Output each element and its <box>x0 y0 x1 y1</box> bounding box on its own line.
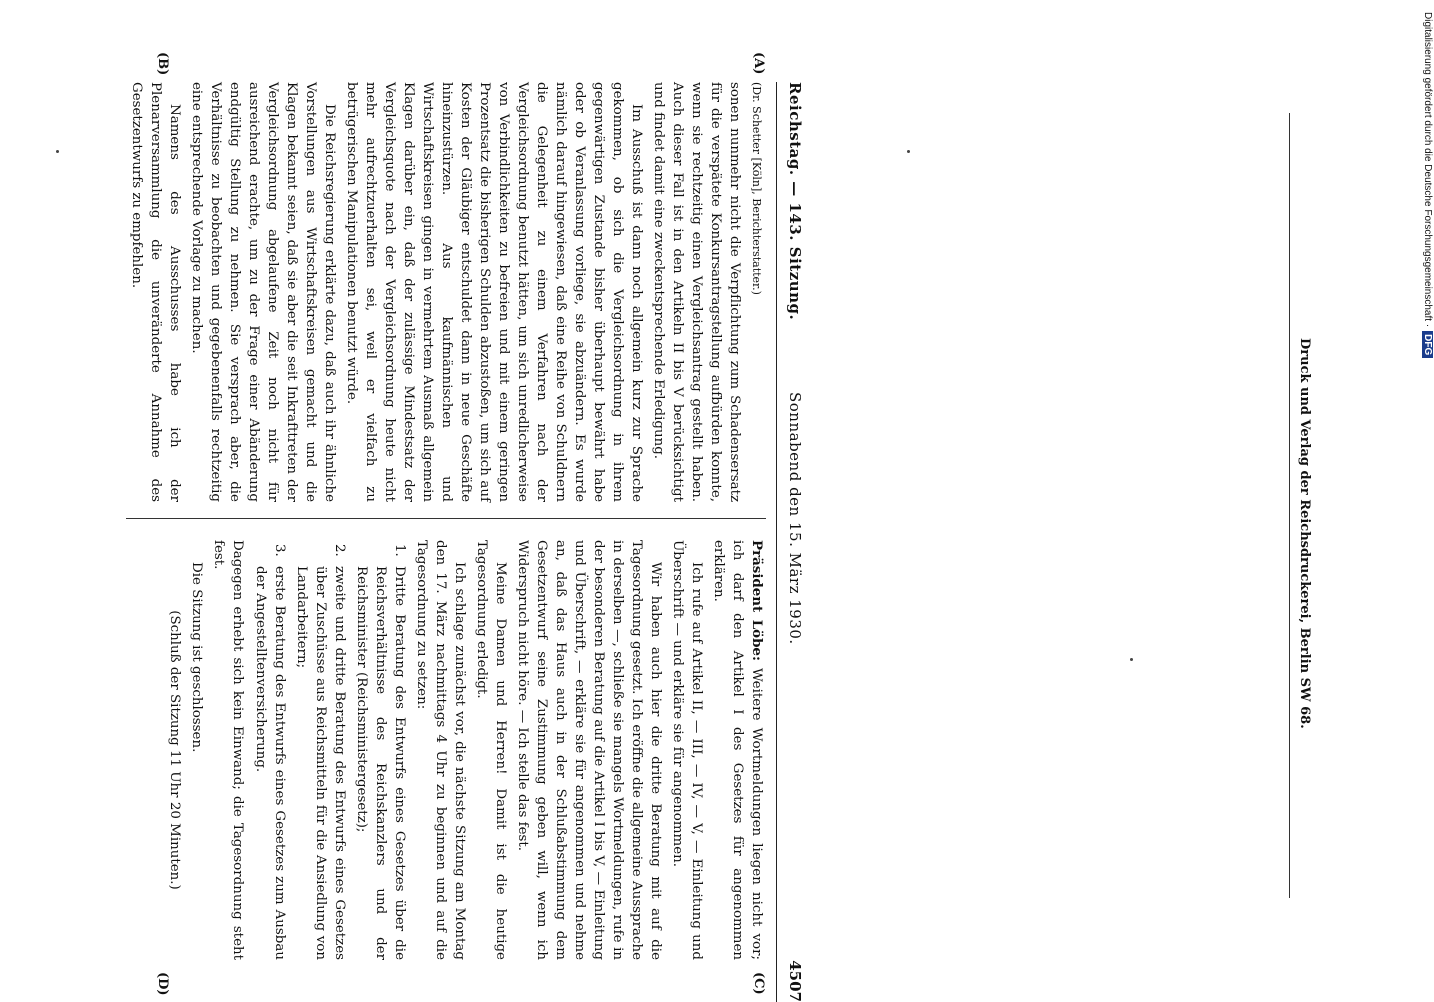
scan-speck <box>56 150 59 153</box>
paragraph: Wir haben auch hier die dritte Beratung mit auf die Tagesordnung gesetzt. Ich eröffne die allgemeine Aussprache in derselben —, schließe sie mangels Wortmeldungen, rufe in der besonderen Beratung auf die Artikel I bis V, — Einleitung und Überschrift, — erkläre sie für angenommen und nehme an, daß das Haus auch in der Schlußabstimmung dem Gesetzentwurf seine Zustimmung geben will, wenn ich Widerspruch nicht höre. — Ich stelle das fest. <box>515 540 663 960</box>
imprint-rule <box>1289 113 1290 898</box>
paragraph: Im Ausschuß ist dann noch allgemein kurz zur Sprache gekommen, ob sich die Vergleichsordnung in ihrem gegenwärtigen Zustande bisher überhaupt bewährt habe oder ob Veranlassung vorliege, sie abzuändern. Es wurde nämlich darauf hingewiesen, daß eine Reihe von Schuldnern die Gelegenheit zu einem Verfahren nach der Vergleichsordnung benutzt hätten, um sich unredlicherweise von Verbindlichkeiten zu befreien und mit einem geringen Prozentsatz die bisherigen Schulden abzustoßen, um sich auf Kosten der Gläubiger entschuldet dann in neue Geschäfte hineinzustürzen. Aus kaufmännischen und Wirtschaftskreisen gingen in vermehrtem Ausmaß allgemein Klagen darüber ein, daß der zulässige Mindestsatz der Vergleichsquote nach der Vergleichsordnung heute nicht mehr aufrechtzuerhalten sei, weil er vielfach zu betrügerischen Manipulationen benutzt würde. <box>344 82 644 502</box>
digitization-credit <box>1422 12 1433 358</box>
agenda-text: zweite und dritte Beratung des Entwurfs eines Gesetzes über Zuschüsse aus Reichsmitteln für die Ansiedlung von Landarbeitern; <box>294 566 347 960</box>
left-column <box>124 82 766 502</box>
margin-marker-d: (D) <box>155 972 170 996</box>
scan-speck <box>1130 658 1133 661</box>
page-header <box>770 82 810 1002</box>
margin-marker-a: (A) <box>751 52 766 75</box>
agenda-number: 3. <box>272 544 287 557</box>
paragraph: sonen nunmehr nicht die Verpflichtung zum Schadensersatz für die verspätete Konkursantragstellung aufbürden konnte, wenn sie rechtzeitig einen Vergleichsantrag gestellt haben. Auch dieser Fall ist in den Artikeln II bis V berücksichtigt und findet damit eine zweckentsprechende Erledigung. <box>651 82 742 502</box>
speaker-president: Präsident Löbe: <box>749 540 765 661</box>
paragraph: Ich rufe auf Artikel II, — III, — IV, — V, — Einleitung und Überschrift — und erkläre sie für angenommen. <box>670 540 704 960</box>
column-divider <box>126 518 766 519</box>
agenda-item <box>292 540 349 960</box>
agenda-list <box>251 540 409 960</box>
paragraph: Die Sitzung ist geschlossen. <box>189 562 204 753</box>
agenda-item <box>251 540 289 960</box>
right-column <box>162 540 766 960</box>
paragraph: Ich schlage zunächst vor, die nächste Sitzung am Montag den 17. März nachmittags 4 Uhr zu beginnen und auf die Tagesordnung zu setzen: <box>414 540 467 960</box>
margin-marker-c: (C) <box>751 972 766 995</box>
rotated-page <box>110 52 810 1002</box>
header-date: Sonnabend den 15. März 1930. <box>786 392 804 645</box>
paragraph: Die Reichsregierung erklärte dazu, daß auch ihr ähnliche Vorstellungen aus Wirtschaftskreisen gemacht und die Klagen bekannt seien, daß sie aber die seit Inkrafttreten der Vergleichsordnung abgelaufene Zeit noch nicht für ausreichend erachte, um zu der Frage einer Abänderung endgültig Stellung zu nehmen. Sie versprach aber, die Verhältnisse zu beobachten und gegebenenfalls rechtzeitig eine entsprechende Vorlage zu machen. <box>189 82 337 502</box>
agenda-number: 1. <box>392 544 407 557</box>
paragraph: Meine Damen und Herren! Damit ist die heutige Tagesordnung erledigt. <box>474 540 508 960</box>
agenda-number: 2. <box>332 544 347 557</box>
margin-marker-b: (B) <box>155 52 170 76</box>
paragraph: Dagegen erhebt sich kein Einwand; die Tagesordnung steht fest. <box>211 540 245 960</box>
printer-imprint: Druck und Verlag der Reichsdruckerei, Berlin SW 68. <box>1297 338 1312 729</box>
dfg-logo: DFG <box>1422 331 1433 358</box>
page-number: 4507 <box>786 960 804 1002</box>
header-rule <box>776 82 777 1002</box>
paragraph: Namens des Ausschusses habe ich der Plenarversammlung die unveränderte Annahme des Gesetzentwurfs zu empfehlen. <box>129 82 182 502</box>
paragraph-text: Weitere Wortmeldungen liegen nicht vor; ich darf den Artikel I des Gesetzes für angenommen erklären. <box>711 540 764 960</box>
header-title: Reichstag. — 143. Sitzung. <box>786 82 804 321</box>
scan-speck <box>907 150 910 153</box>
speaker-tag: (Dr. Schetter [Köln], Berichterstatter.) <box>750 82 763 295</box>
agenda-text: Dritte Beratung des Entwurfs eines Gesetzes über die Reichsverhältnisse des Reichskanzlers und der Reichsminister (Reichsministergesetz); <box>354 566 407 960</box>
credit-text: Digitalisierung gefördert durch die Deutsche Forschungsgemeinschaft · <box>1422 12 1433 328</box>
agenda-item <box>352 540 409 960</box>
closing-note: (Schluß der Sitzung 11 Uhr 20 Minuten.) <box>167 610 182 890</box>
paragraph <box>709 540 766 960</box>
agenda-text: erste Beratung des Entwurfs eines Gesetzes zum Ausbau der Angestelltenversicherung. <box>253 566 287 960</box>
